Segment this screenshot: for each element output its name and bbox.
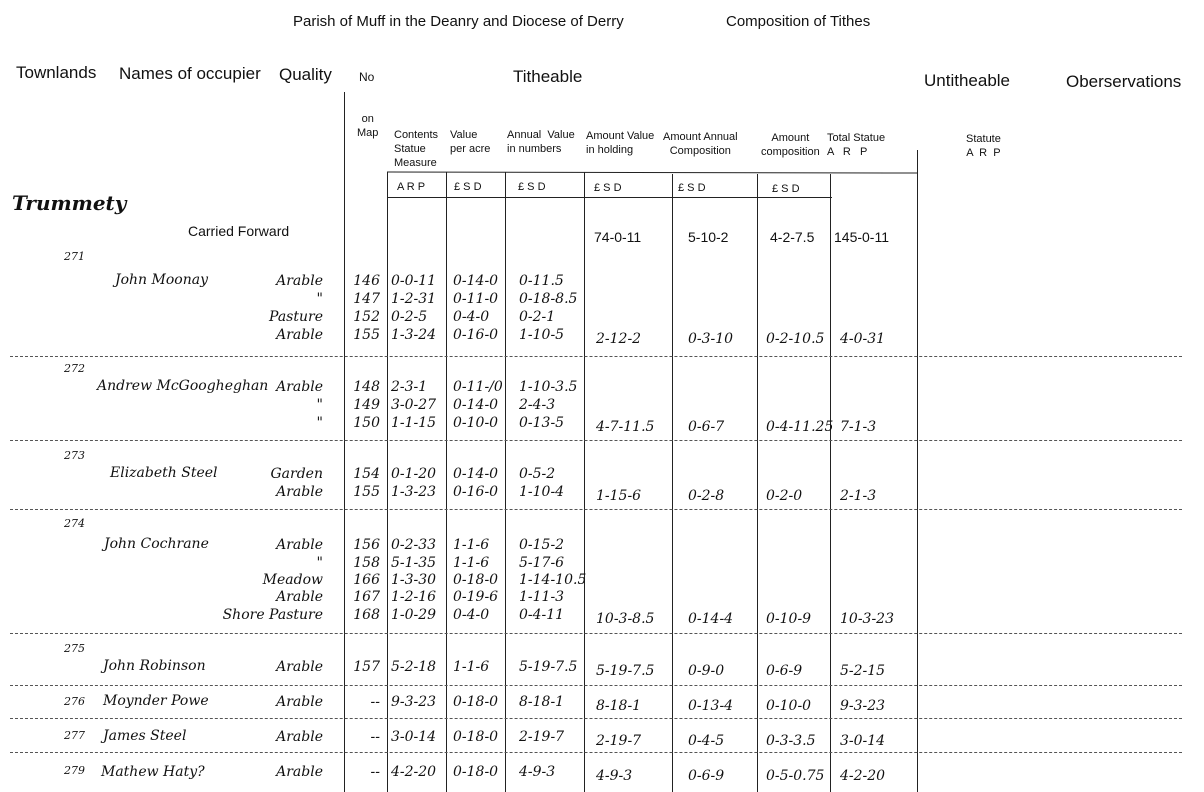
rule-annual [584,172,585,792]
row-annual-value: 0-13-5 [519,415,565,431]
entry-composition: 0-2-0 [766,488,803,504]
row-annual-value: 2-19-7 [519,729,565,745]
entry-total-statue: 10-3-23 [840,611,894,627]
col-statute: Statute A R P [966,133,1001,159]
row-annual-value: 0-15-2 [519,537,565,553]
row-contents: 0-2-5 [391,309,428,325]
row-contents: 1-3-24 [391,327,437,343]
occupier-name: Andrew McGoogheghan [97,378,269,394]
entry-total-statue: 5-2-15 [840,663,886,679]
rule-units-bottom [387,197,832,198]
col-contents: Contents Statue Measure [394,129,439,169]
row-contents: 1-1-15 [391,415,437,431]
separator-279 [10,752,1182,753]
entry-number: 272 [64,362,85,375]
row-value-per-acre: 0-18-0 [453,729,499,745]
row-contents: 5-2-18 [391,659,437,675]
row-annual-value: 0-11.5 [519,273,564,289]
occupier-name: John Moonay [115,272,208,288]
row-quality: Arable [276,729,323,745]
row-value-per-acre: 0-14-0 [453,273,499,289]
entry-amount-holding: 2-12-2 [596,331,642,347]
carried-composition: 4-2-7.5 [770,229,815,245]
entry-number: 275 [64,642,85,655]
row-value-per-acre: 0-16-0 [453,327,499,343]
row-map-number: 167 [353,589,380,605]
row-annual-value: 5-17-6 [519,555,565,571]
row-annual-value: 1-10-4 [519,484,565,500]
entry-annual-composition: 0-9-0 [688,663,725,679]
row-quality: Pasture [269,309,323,325]
row-quality: Arable [276,273,323,289]
entry-number: 279 [64,764,85,777]
row-quality: Shore Pasture [222,607,323,623]
row-quality: Arable [276,537,323,553]
col-value-acre: Value per acre [450,129,491,155]
entry-composition: 0-3-3.5 [766,733,816,749]
row-value-per-acre: 0-18-0 [453,572,499,588]
entry-number: 271 [64,250,85,263]
row-contents: 3-0-14 [391,729,437,745]
row-annual-value: 1-10-5 [519,327,565,343]
entry-number: 273 [64,449,85,462]
col-observations: Oberservations [1066,72,1182,91]
separator-277 [10,718,1182,719]
entry-composition: 0-2-10.5 [766,331,825,347]
col-quality: Quality [279,65,332,84]
entry-total-statue: 3-0-14 [840,733,886,749]
entry-annual-composition: 0-13-4 [688,698,734,714]
row-map-number: -- [370,764,380,780]
occupier-name: John Robinson [103,658,206,674]
row-value-per-acre: 0-4-0 [453,607,490,623]
entry-composition: 0-10-0 [766,698,812,714]
row-map-number: 168 [353,607,380,623]
row-map-number: 157 [353,659,380,675]
row-contents: 1-0-29 [391,607,437,623]
unit-lsd-holding: £ S D [594,182,622,194]
row-contents: 9-3-23 [391,694,437,710]
occupier-name: Moynder Powe [103,693,209,709]
row-value-per-acre: 0-4-0 [453,309,490,325]
parish-title: Parish of Muff in the Deanry and Diocese of Derry [293,13,624,30]
row-map-number: 152 [353,309,380,325]
unit-arp: A R P [397,181,426,193]
col-titheable: Titheable [513,67,583,86]
row-annual-value: 2-4-3 [519,397,556,413]
row-annual-value: 0-2-1 [519,309,556,325]
entry-composition: 0-4-11.25 [766,419,834,435]
row-value-per-acre: 0-14-0 [453,397,499,413]
row-value-per-acre: 1-1-6 [453,537,490,553]
entry-total-statue: 4-0-31 [840,331,886,347]
separator-274 [10,509,1182,510]
col-amount-annual: Amount Annual Composition [663,131,738,157]
entry-number: 277 [64,729,85,742]
row-contents: 2-3-1 [391,379,428,395]
row-quality: Arable [276,659,323,675]
row-map-number: 155 [353,484,380,500]
row-contents: 1-3-30 [391,572,437,588]
entry-number: 274 [64,517,85,530]
row-map-number: 148 [353,379,380,395]
row-annual-value: 4-9-3 [519,764,556,780]
row-quality: Arable [276,694,323,710]
entry-number: 276 [64,695,85,708]
rule-composition [830,174,831,792]
row-map-number: -- [370,694,380,710]
row-quality: " [316,555,323,571]
entry-composition: 0-10-9 [766,611,812,627]
carried-forward-label: Carried Forward [188,223,290,239]
col-townlands: Townlands [16,63,97,82]
col-no: No [359,70,375,84]
carried-annual: 5-10-2 [688,229,729,245]
row-contents: 5-1-35 [391,555,437,571]
col-annual-value: Annual Value in numbers [507,129,575,155]
entry-total-statue: 7-1-3 [840,419,877,435]
entry-annual-composition: 0-6-9 [688,768,725,784]
row-value-per-acre: 0-16-0 [453,484,499,500]
row-value-per-acre: 0-18-0 [453,694,499,710]
row-map-number: 154 [353,466,380,482]
row-map-number: 147 [353,291,380,307]
occupier-name: John Cochrane [104,536,209,552]
unit-lsd-annual-comp: £ S D [678,182,706,194]
row-quality: Arable [276,379,323,395]
separator-272 [10,356,1182,357]
entry-composition: 0-5-0.75 [766,768,825,784]
row-map-number: -- [370,729,380,745]
row-value-per-acre: 0-14-0 [453,466,499,482]
occupier-name: Elizabeth Steel [110,465,218,481]
row-map-number: 146 [353,273,380,289]
row-annual-value: 5-19-7.5 [519,659,578,675]
row-value-per-acre: 1-1-6 [453,659,490,675]
row-value-per-acre: 0-11-0 [453,291,499,307]
rule-left-no [344,92,345,792]
col-total-statue: Total Statue A R P [827,132,886,158]
col-occupier: Names of occupier [119,64,261,83]
carried-total: 145-0-11 [834,229,890,245]
row-quality: Arable [276,764,323,780]
row-quality: " [316,397,323,413]
entry-annual-composition: 0-3-10 [688,331,734,347]
separator-273 [10,440,1182,441]
row-contents: 1-2-31 [391,291,437,307]
entry-annual-composition: 0-2-8 [688,488,725,504]
row-map-number: 158 [353,555,380,571]
row-quality: " [316,291,323,307]
rule-value [505,172,506,792]
row-map-number: 166 [353,572,380,588]
row-value-per-acre: 0-11-/0 [453,379,503,395]
row-quality: Arable [276,589,323,605]
row-annual-value: 1-11-3 [519,589,565,605]
document-title: Composition of Tithes [726,13,871,30]
row-annual-value: 8-18-1 [519,694,565,710]
unit-lsd-composition: £ S D [772,183,800,195]
townland-name: Trummety [12,191,127,215]
separator-275 [10,633,1182,634]
row-quality: Arable [276,327,323,343]
entry-amount-holding: 8-18-1 [596,698,642,714]
row-quality: Arable [276,484,323,500]
row-annual-value: 1-10-3.5 [519,379,578,395]
row-contents: 0-0-11 [391,273,437,289]
row-contents: 1-2-16 [391,589,437,605]
row-value-per-acre: 0-18-0 [453,764,499,780]
entry-total-statue: 4-2-20 [840,768,886,784]
row-quality: Garden [270,466,323,482]
separator-276 [10,685,1182,686]
row-contents: 0-1-20 [391,466,437,482]
row-map-number: 150 [353,415,380,431]
unit-lsd-annual: £ S D [518,181,546,193]
entry-amount-holding: 4-7-11.5 [596,419,655,435]
row-annual-value: 0-4-11 [519,607,565,623]
row-map-number: 149 [353,397,380,413]
occupier-name: Mathew Haty? [101,764,205,780]
rule-holding [672,174,673,792]
row-value-per-acre: 0-10-0 [453,415,499,431]
entry-amount-holding: 4-9-3 [596,768,633,784]
rule-annual-comp [757,174,758,792]
row-annual-value: 0-5-2 [519,466,556,482]
entry-total-statue: 9-3-23 [840,698,886,714]
row-quality: Meadow [262,572,323,588]
col-amount-composition: Amount composition [761,132,820,158]
entry-amount-holding: 5-19-7.5 [596,663,655,679]
entry-annual-composition: 0-4-5 [688,733,725,749]
row-contents: 3-0-27 [391,397,437,413]
entry-amount-holding: 2-19-7 [596,733,642,749]
row-contents: 1-3-23 [391,484,437,500]
entry-amount-holding: 1-15-6 [596,488,642,504]
row-annual-value: 0-18-8.5 [519,291,578,307]
col-untitheable: Untitheable [924,71,1011,90]
occupier-name: James Steel [103,728,187,744]
entry-amount-holding: 10-3-8.5 [596,611,655,627]
rule-map [387,172,388,792]
entry-total-statue: 2-1-3 [840,488,877,504]
entry-annual-composition: 0-14-4 [688,611,734,627]
rule-units-top [387,171,917,173]
col-on-map: on Map [357,113,379,139]
row-map-number: 155 [353,327,380,343]
rule-total [917,150,918,792]
rule-contents [446,172,447,792]
carried-holding: 74-0-11 [594,229,642,245]
entry-annual-composition: 0-6-7 [688,419,725,435]
row-contents: 4-2-20 [391,764,437,780]
unit-lsd-value: £ S D [454,181,482,193]
row-value-per-acre: 0-19-6 [453,589,499,605]
entry-composition: 0-6-9 [766,663,803,679]
row-annual-value: 1-14-10.5 [519,572,587,588]
col-amount-holding: Amount Value in holding [586,130,655,156]
row-contents: 0-2-33 [391,537,437,553]
row-value-per-acre: 1-1-6 [453,555,490,571]
row-quality: " [316,415,323,431]
row-map-number: 156 [353,537,380,553]
